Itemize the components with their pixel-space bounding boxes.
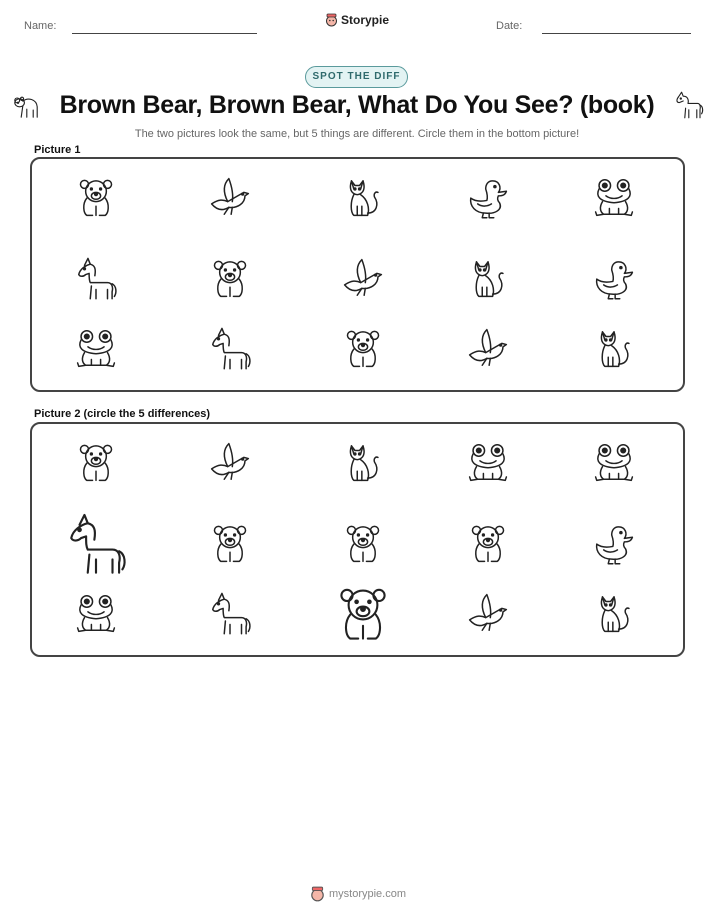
duck-icon (591, 255, 637, 301)
horse-icon (73, 255, 119, 301)
cat-icon (465, 255, 511, 301)
frog-icon (73, 325, 119, 371)
cat-icon[interactable] (340, 439, 386, 485)
picture2-label: Picture 2 (circle the 5 differences) (34, 408, 211, 420)
bear-icon[interactable] (207, 520, 253, 566)
bear-icon[interactable] (331, 581, 395, 645)
picture1-label: Picture 1 (34, 144, 81, 156)
duck-icon (465, 174, 511, 220)
cat-icon (591, 325, 637, 371)
storypie-mascot-icon (325, 13, 338, 27)
frog-icon (591, 174, 637, 220)
footer-mascot-icon (310, 886, 325, 902)
horse-icon[interactable] (207, 590, 253, 636)
bear-icon (340, 325, 386, 371)
footer-url: mystorypie.com (329, 888, 407, 900)
instructions: The two pictures look the same, but 5 things are different. Circle them in the bottom picture! (134, 128, 580, 140)
frog-icon[interactable] (73, 590, 119, 636)
name-label: Name: (24, 20, 57, 32)
bird-icon (340, 255, 386, 301)
bird-icon (207, 174, 253, 220)
bear-icon (73, 174, 119, 220)
frog-icon[interactable] (465, 439, 511, 485)
name-field[interactable] (72, 33, 257, 34)
brand-name: Storypie (341, 13, 390, 27)
frog-icon[interactable] (591, 439, 637, 485)
horse-icon[interactable] (63, 510, 129, 576)
cat-icon[interactable] (591, 590, 637, 636)
title-bear-icon (10, 90, 42, 122)
page-title: Brown Bear, Brown Bear, What Do You See? (book) (59, 91, 655, 119)
bear-icon (207, 255, 253, 301)
date-label: Date: (496, 20, 523, 32)
activity-badge: SPOT THE DIFF (305, 66, 408, 88)
bear-icon[interactable] (73, 439, 119, 485)
horse-icon (207, 325, 253, 371)
brand-logo (325, 13, 389, 27)
bird-icon[interactable] (465, 590, 511, 636)
bird-icon[interactable] (207, 439, 253, 485)
bear-icon[interactable] (465, 520, 511, 566)
duck-icon[interactable] (591, 520, 637, 566)
cat-icon (340, 174, 386, 220)
title-horse-icon (672, 88, 704, 122)
footer (310, 886, 406, 902)
bear-icon[interactable] (340, 520, 386, 566)
bird-icon (465, 325, 511, 371)
date-field[interactable] (542, 33, 691, 34)
